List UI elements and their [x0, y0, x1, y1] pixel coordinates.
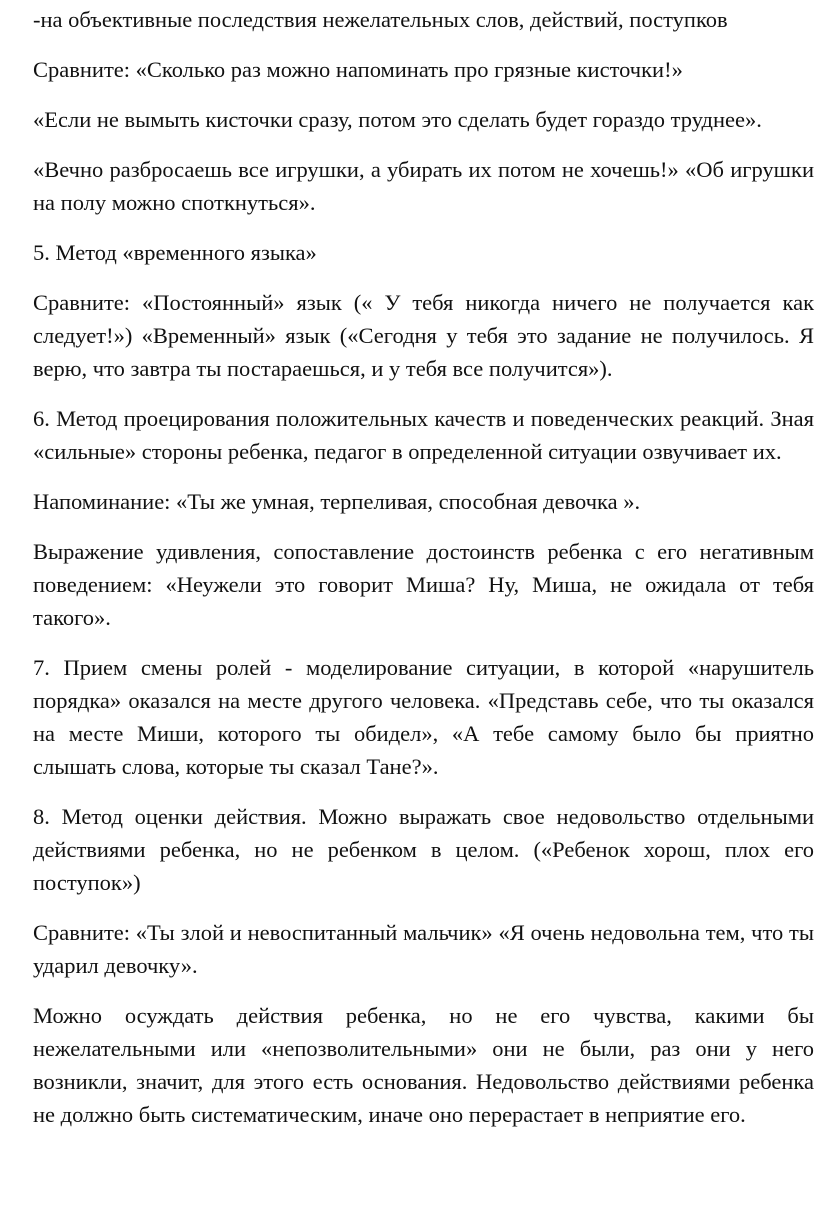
- paragraph-consequences: -на объективные последствия нежелательных слов, действий, поступков: [33, 7, 728, 32]
- paragraph-condemn-actions: Можно осуждать действия ребенка, но не его чувства, какими бы нежелательными или «непозволительными» они не были, раз они у него возникли, значит, для этого есть основания. Недовольство действиями ребенка не должно быть систематическим, иначе оно перерастает в неприятие его.: [33, 1003, 814, 1127]
- paragraph-compare-boy: Сравните: «Ты злой и невоспитанный мальчик» «Я очень недовольна тем, что ты ударил девочку».: [33, 920, 814, 978]
- paragraph-surprise: Выражение удивления, сопоставление достоинств ребенка с его негативным поведением: «Неужели это говорит Миша? Ну, Миша, не ожидала от тебя такого».: [33, 539, 814, 630]
- paragraph-reminder: Напоминание: «Ты же умная, терпеливая, способная девочка ».: [33, 489, 641, 514]
- paragraph-toys-example: «Вечно разбросаешь все игрушки, а убирать их потом не хочешь!» «Об игрушки на полу можно споткнуться».: [33, 157, 814, 215]
- document-page: [33, 0, 816, 1148]
- heading-method-5: 5. Метод «временного языка»: [33, 240, 317, 265]
- paragraph-method-7: 7. Прием смены ролей - моделирование ситуации, в которой «нарушитель порядка» оказался на месте другого человека. «Представь себе, что ты оказался на месте Миши, которого ты обидел», «А тебе самому было бы приятно слышать слова, которые ты сказал Тане?».: [33, 655, 814, 779]
- paragraph-compare-brushes: Сравните: «Сколько раз можно напоминать про грязные кисточки!»: [33, 57, 683, 82]
- paragraph-brushes-example: «Если не вымыть кисточки сразу, потом это сделать будет гораздо труднее».: [33, 107, 762, 132]
- paragraph-method-6: 6. Метод проецирования положительных качеств и поведенческих реакций. Зная «сильные» стороны ребенка, педагог в определенной ситуации озвучивает их.: [33, 406, 814, 464]
- paragraph-temporary-language: Сравните: «Постоянный» язык (« У тебя никогда ничего не получается как следует!») «Временный» язык («Сегодня у тебя это задание не получилось. Я верю, что завтра ты постараешься, и у тебя все получится»).: [33, 290, 814, 381]
- paragraph-method-8: 8. Метод оценки действия. Можно выражать свое недовольство отдельными действиями ребенка, но не ребенком в целом. («Ребенок хорош, плох его поступок»): [33, 804, 814, 895]
